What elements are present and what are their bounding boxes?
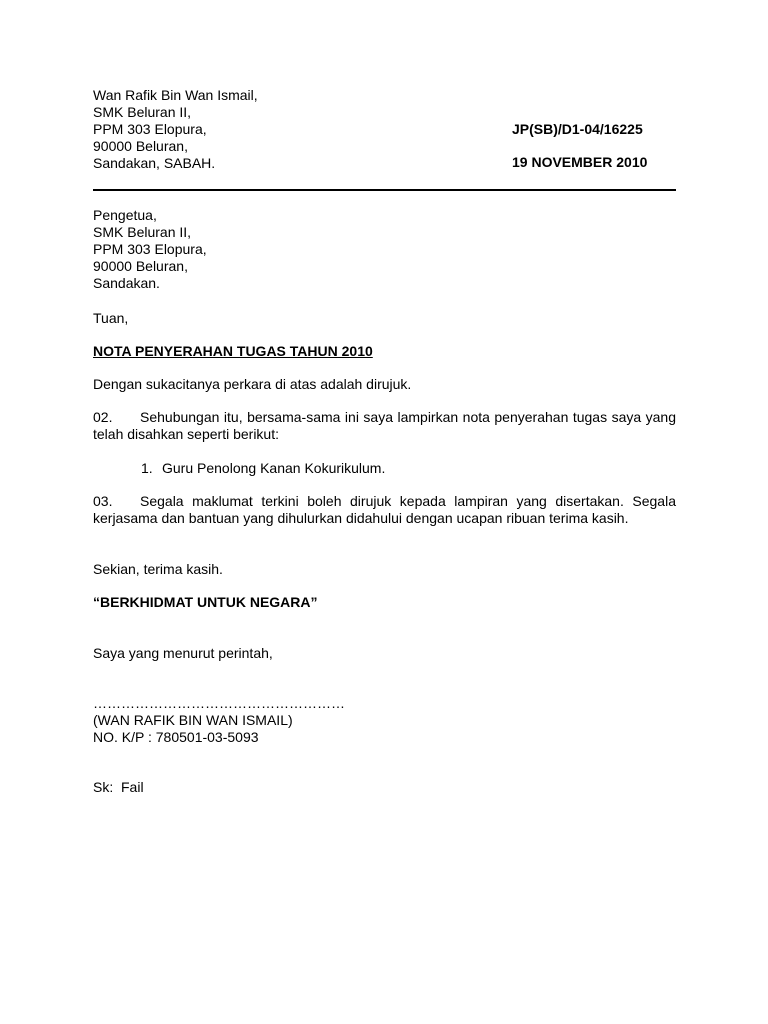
letter-date: 19 NOVEMBER 2010 (512, 154, 648, 170)
sender-postbox: PPM 303 Elopura, (93, 121, 207, 137)
paragraph-02 (93, 409, 676, 443)
sender-school: SMK Beluran II, (93, 104, 192, 120)
paragraph-02-text: Sehubungan itu, bersama-sama ini saya lampirkan nota penyerahan tugas saya yang telah disahkan seperti berikut: (93, 409, 676, 442)
recipient-title: Pengetua, (93, 207, 157, 223)
list-item-number: 1. (141, 460, 153, 476)
reference-number: JP(SB)/D1-04/16225 (512, 121, 643, 137)
recipient-postcode: 90000 Beluran, (93, 258, 188, 274)
signature-dotted-line: ……………………………………………… (93, 695, 345, 711)
recipient-school: SMK Beluran II, (93, 224, 192, 240)
sender-city: Sandakan, SABAH. (93, 155, 216, 171)
letter-subject: NOTA PENYERAHAN TUGAS TAHUN 2010 (93, 343, 373, 359)
list-item (141, 460, 385, 477)
carbon-copy: Sk: Fail (93, 779, 144, 795)
signatory-ic-number: NO. K/P : 780501-03-5093 (93, 729, 259, 745)
paragraph-03-number: 03. (93, 493, 113, 509)
sender-postcode: 90000 Beluran, (93, 138, 188, 154)
closing-line: Sekian, terima kasih. (93, 561, 223, 577)
paragraph-intro: Dengan sukacitanya perkara di atas adalah dirujuk. (93, 376, 412, 392)
recipient-city: Sandakan. (93, 275, 160, 291)
sender-name: Wan Rafik Bin Wan Ismail, (93, 87, 258, 103)
paragraph-03 (93, 493, 676, 527)
paragraph-02-number: 02. (93, 409, 113, 425)
recipient-address (93, 207, 676, 292)
slogan: “BERKHIDMAT UNTUK NEGARA” (93, 594, 318, 610)
recipient-postbox: PPM 303 Elopura, (93, 241, 207, 257)
list-item-text: Guru Penolong Kanan Kokurikulum. (162, 460, 386, 476)
obedience-line: Saya yang menurut perintah, (93, 645, 273, 661)
header-divider (93, 189, 676, 191)
paragraph-03-text: Segala maklumat terkini boleh dirujuk kepada lampiran yang disertakan. Segala kerjasama dan bantuan yang dihulurkan didahului dengan ucapan ribuan terima kasih. (93, 493, 676, 526)
salutation: Tuan, (93, 310, 129, 326)
signatory-name: (WAN RAFIK BIN WAN ISMAIL) (93, 712, 293, 728)
